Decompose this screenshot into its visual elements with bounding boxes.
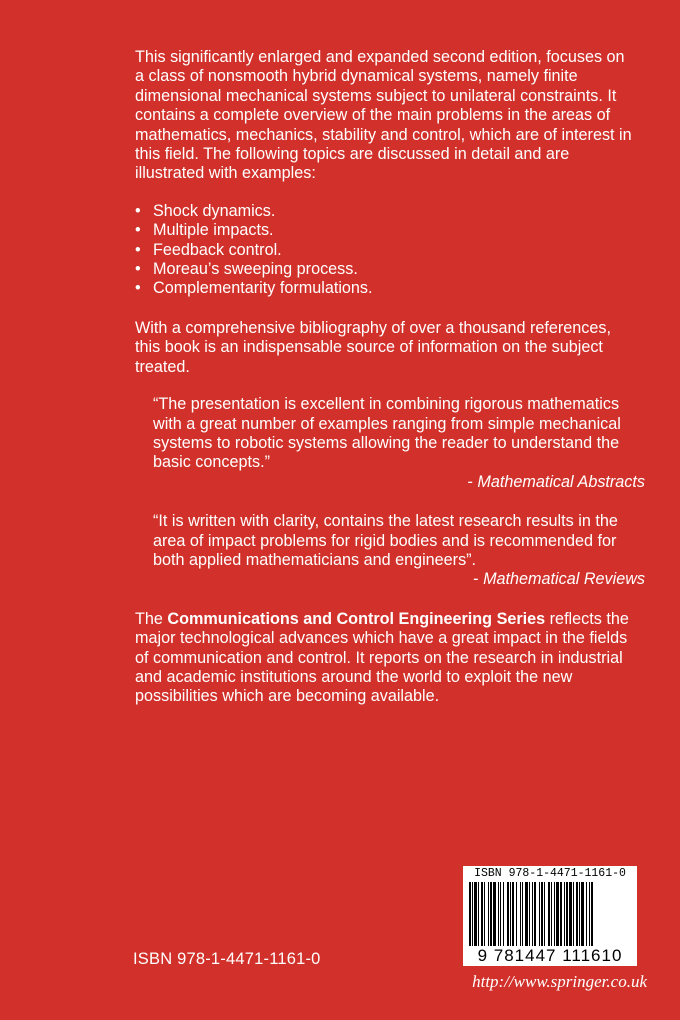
barcode-bar: [534, 882, 536, 946]
barcode-bar: [556, 882, 559, 946]
barcode-bar: [512, 882, 514, 946]
barcode-bar: [529, 882, 530, 946]
quote-source-line: [153, 473, 645, 492]
barcode-bars: [467, 882, 633, 946]
barcode-digits: 9 781447 111610: [477, 946, 623, 965]
barcode-bar: [474, 882, 477, 946]
barcode-bar: [503, 882, 504, 946]
barcode-bar: [564, 882, 565, 946]
quote-dash: -: [467, 472, 478, 491]
barcode-bar: [478, 882, 479, 946]
quote-source-line: [153, 570, 645, 589]
barcode-bar: [484, 882, 485, 946]
topics-list: [135, 202, 635, 299]
barcode-bar: [560, 882, 562, 946]
topic-item: • Multiple impacts.: [135, 221, 635, 240]
quote-source: Mathematical Reviews: [483, 570, 645, 589]
barcode-bar: [554, 882, 555, 946]
barcode-bar: [586, 882, 587, 946]
barcode-bar: [551, 882, 552, 946]
isbn-barcode: [463, 866, 637, 966]
series-paragraph: [135, 610, 635, 707]
intro-paragraph: This significantly enlarged and expanded second edition, focuses on a class of nonsmooth hybrid dynamical systems, namely finite dimensional mechanical systems subject to unilateral constraints. It contains a complete overview of the main problems in the areas of mathematics, mechanics, stability and control, which are of interest in this field. The following topics are discussed in detail and are illustrated with examples:: [135, 48, 632, 183]
barcode-bar: [516, 882, 517, 946]
review-quote-2: [153, 512, 645, 590]
barcode-bar: [589, 882, 590, 946]
topic-item: • Complementarity formulations.: [135, 279, 635, 298]
publisher-url[interactable]: http://www.springer.co.uk: [472, 972, 647, 991]
barcode-bar: [493, 882, 496, 946]
isbn-label: ISBN 978-1-4471-1161-0: [133, 950, 321, 968]
barcode-bar: [488, 882, 489, 946]
topic-item: • Feedback control.: [135, 241, 635, 260]
barcode-bar: [579, 882, 580, 946]
barcode-bar: [520, 882, 521, 946]
barcode-bar: [566, 882, 568, 946]
topic-item: • Moreau’s sweeping process.: [135, 260, 635, 279]
back-cover-text: [135, 48, 645, 707]
barcode-bar: [541, 882, 543, 946]
quote-text: “The presentation is excellent in combining rigorous mathematics with a great number of examples ranging from simple mechanical systems to robotic systems allowing the reader to understand the basic concepts.”: [153, 395, 621, 472]
barcode-bar: [510, 882, 511, 946]
barcode-isbn-label: ISBN 978-1-4471-1161-0: [474, 867, 626, 880]
barcode-bar: [539, 882, 540, 946]
topic-item: • Shock dynamics.: [135, 202, 635, 221]
barcode-bar: [532, 882, 533, 946]
series-prefix: The: [135, 609, 168, 628]
barcode-bar: [548, 882, 550, 946]
barcode-bar: [522, 882, 523, 946]
series-name: Communications and Control Engineering Series: [167, 609, 546, 628]
barcode-bar: [481, 882, 483, 946]
bibliography-paragraph: With a comprehensive bibliography of over a thousand references, this book is an indispensable source of information on the subject treated.: [135, 318, 611, 376]
barcode-bar: [490, 882, 492, 946]
barcode-bar: [573, 882, 574, 946]
barcode-bar: [581, 882, 584, 946]
barcode-bar: [507, 882, 509, 946]
series-description: reflects the major technological advances which have a great impact in the fields of communication and control. It reports on the research in industrial and academic institutions around the world to exploit the new possibilities which are becoming available.: [135, 609, 629, 706]
quote-dash: -: [473, 570, 484, 589]
barcode-bar: [498, 882, 499, 946]
barcode-bar: [544, 882, 545, 946]
barcode-bar: [469, 882, 471, 946]
barcode-bar: [525, 882, 528, 946]
barcode-bar: [472, 882, 473, 946]
review-quote-1: [153, 395, 645, 492]
barcode-bar: [576, 882, 578, 946]
barcode-bar: [591, 882, 593, 946]
barcode-bar: [569, 882, 572, 946]
barcode-bar: [500, 882, 501, 946]
quote-source: Mathematical Abstracts: [477, 472, 645, 491]
quote-text: “It is written with clarity, contains the latest research results in the area of impact problems for rigid bodies and is recommended for both applied mathematicians and engineers”.: [153, 512, 618, 569]
